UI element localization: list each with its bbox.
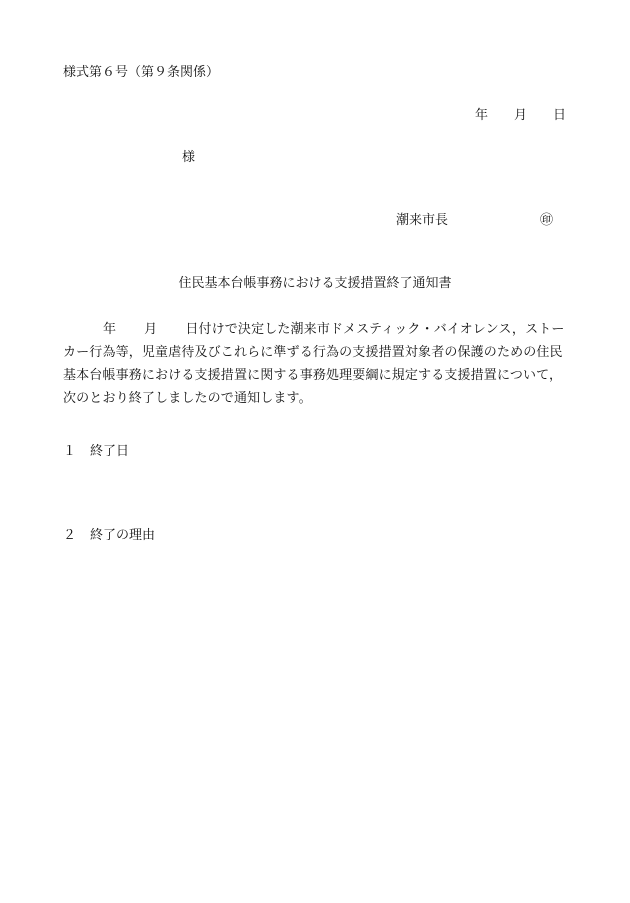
body-line-3: 基本台帳事務における支援措置に関する事務処理要綱に規定する支援措置について， <box>63 368 563 383</box>
date-month-label: 月 <box>513 108 527 123</box>
seal-mark: ㊞ <box>540 213 554 228</box>
date-day-label: 日 <box>552 108 566 123</box>
document-title: 住民基本台帳事務における支援措置終了通知書 <box>178 276 452 291</box>
body-line-1-text: 日付けで決定した潮来市ドメスティック・バイオレンス，ストー <box>185 322 565 337</box>
body-line-4: 次のとおり終了しましたので通知します。 <box>63 391 312 406</box>
form-number: 様式第６号（第９条関係） <box>63 65 220 80</box>
item-end-date <box>63 445 129 458</box>
body-month-label: 月 <box>144 322 158 337</box>
body-line-1 <box>63 318 573 341</box>
body-year-label: 年 <box>103 322 117 337</box>
item-number: １ <box>63 444 77 459</box>
date-line <box>475 109 566 122</box>
item-number: ２ <box>63 528 77 543</box>
sender-title: 潮来市長 <box>396 213 449 228</box>
item-label: 終了日 <box>90 444 130 459</box>
item-label: 終了の理由 <box>90 528 156 543</box>
item-end-reason <box>63 529 155 542</box>
sender-block <box>396 214 553 227</box>
date-year-label: 年 <box>474 108 488 123</box>
body-paragraph <box>63 318 573 410</box>
body-line-2: カー行為等，児童虐待及びこれらに準ずる行為の支援措置対象者の保護のための住民 <box>63 345 563 360</box>
addressee-honorific: 様 <box>182 150 196 165</box>
